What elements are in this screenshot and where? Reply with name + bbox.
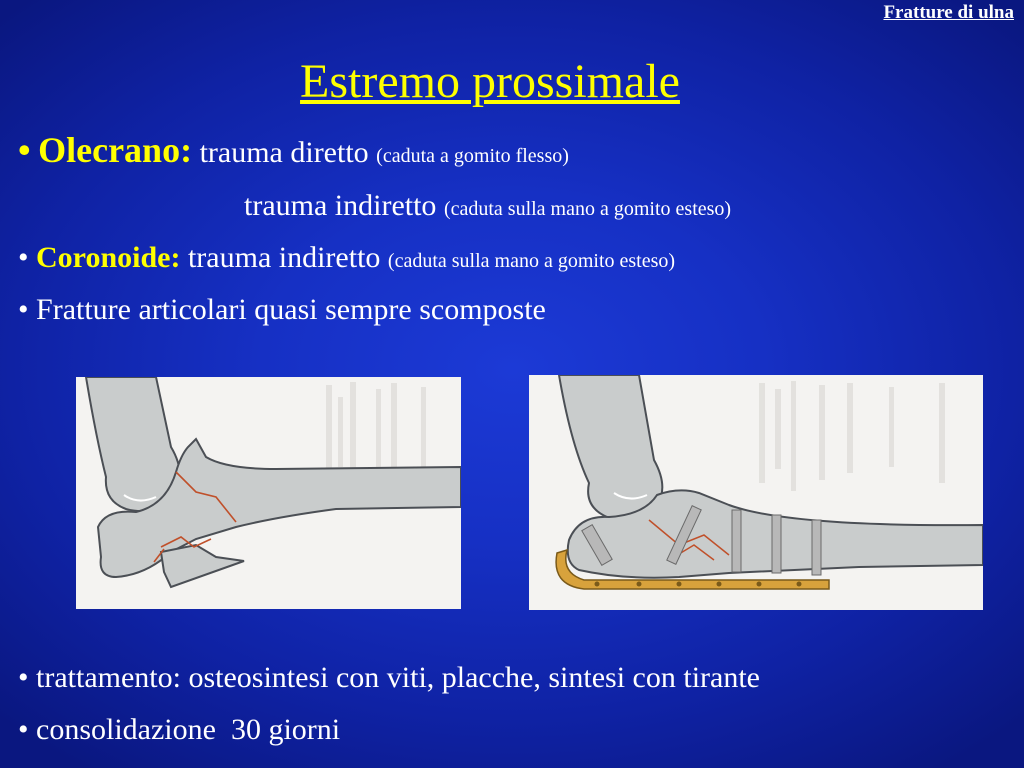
olecrano-note2: (caduta sulla mano a gomito esteso) bbox=[443, 198, 732, 220]
bullet-coronoide bbox=[18, 240, 675, 279]
olecrano-line2 bbox=[244, 188, 731, 227]
plate-fixation-drawing bbox=[529, 375, 983, 610]
bullet-consolidazione bbox=[18, 712, 340, 748]
slide-title: Estremo prossimale bbox=[300, 55, 680, 108]
bullet-marker: • bbox=[18, 713, 29, 746]
plate-fixation-illustration bbox=[529, 375, 983, 610]
trattamento-text: trattamento: osteosintesi con viti, placche, sintesi con tirante bbox=[36, 661, 760, 694]
bullet-marker: • bbox=[18, 130, 31, 170]
olecrano-text1: trauma diretto bbox=[199, 136, 369, 169]
olecrano-term: Olecrano: bbox=[38, 130, 193, 170]
coronoide-text: trauma indiretto bbox=[187, 241, 381, 274]
section-label: Fratture di ulna bbox=[883, 2, 1014, 23]
fracture-drawing bbox=[76, 377, 461, 609]
bullet-marker: • bbox=[18, 293, 29, 326]
coronoide-note: (caduta sulla mano a gomito esteso) bbox=[387, 250, 676, 272]
olecrano-note1: (caduta a gomito flesso) bbox=[376, 145, 569, 167]
olecrano-text2: trauma indiretto bbox=[244, 189, 437, 222]
coronoide-term: Coronoide: bbox=[36, 241, 181, 274]
bullet-marker: • bbox=[18, 241, 29, 274]
bullet-olecrano bbox=[18, 132, 569, 174]
bullet-marker: • bbox=[18, 661, 29, 694]
fracture-illustration bbox=[76, 377, 461, 609]
articolari-text: Fratture articolari quasi sempre scomposte bbox=[36, 293, 546, 326]
bullet-trattamento bbox=[18, 660, 760, 696]
consolidazione-text: consolidazione 30 giorni bbox=[36, 713, 341, 746]
bullet-articolari bbox=[18, 292, 546, 328]
